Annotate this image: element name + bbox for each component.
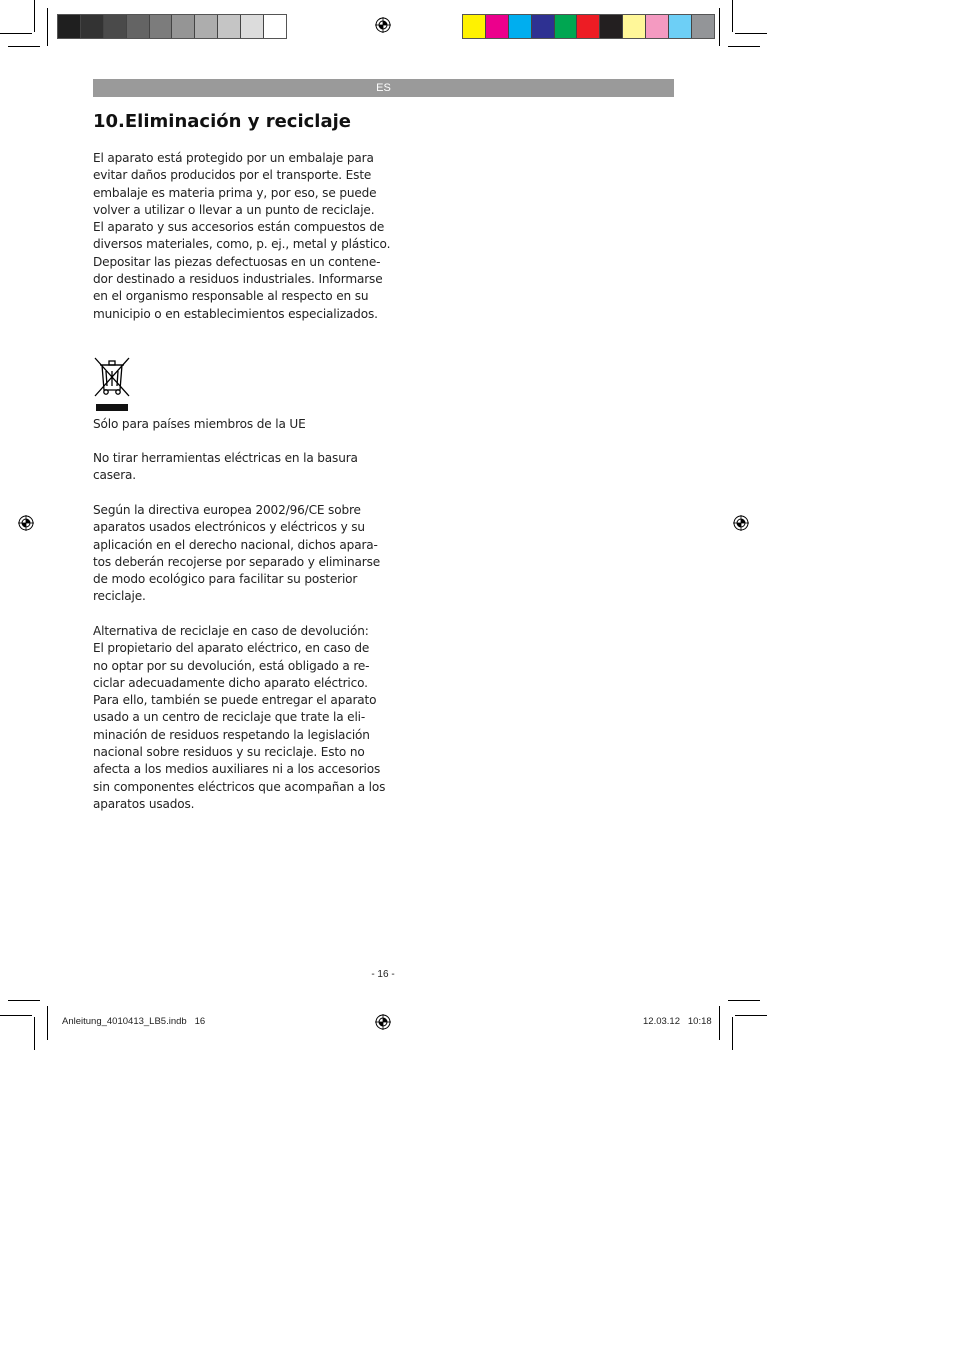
crop-mark (47, 1006, 48, 1040)
crop-mark (8, 1000, 40, 1001)
color-swatch (218, 15, 241, 38)
text-line: El aparato está protegido por un embalaje para (93, 151, 374, 165)
footer-timestamp: 12.03.12 10:18 (643, 1016, 712, 1027)
color-swatch (241, 15, 264, 38)
color-swatch (58, 15, 81, 38)
color-swatch (623, 15, 646, 38)
crop-mark (0, 33, 32, 34)
text-line: aparatos usados electrónicos y eléctricos y su (93, 520, 365, 535)
text-line: No tirar herramientas eléctricas en la basura (93, 451, 358, 465)
text-line: Alternativa de reciclaje en caso de devolución: (93, 624, 369, 638)
color-swatch-bar (462, 14, 715, 39)
color-swatch (81, 15, 104, 38)
color-swatch (509, 15, 532, 38)
directive-paragraph (93, 502, 383, 606)
text-line: casera. (93, 468, 136, 483)
crop-mark (47, 8, 48, 46)
text-line: evitar daños producidos por el transporte. Este (93, 168, 372, 183)
household-waste-paragraph (93, 450, 383, 485)
crop-mark (34, 1017, 35, 1050)
color-swatch (463, 15, 486, 38)
registration-mark-icon (733, 515, 749, 531)
crossed-out-wheelie-bin-icon (93, 356, 131, 413)
color-swatch (600, 15, 623, 38)
text-line: dor destinado a residuos industriales. Informarse (93, 272, 383, 287)
section-title: 10.Eliminación y reciclaje (93, 111, 351, 132)
text-line: no optar por su devolución, está obligado a re- (93, 658, 370, 673)
color-swatch (669, 15, 692, 38)
footer-file-name: Anleitung_4010413_LB5.indb 16 (62, 1016, 206, 1027)
crop-mark (732, 1017, 733, 1050)
text-line: usado a un centro de reciclaje que trate la eli- (93, 710, 366, 725)
color-swatch (127, 15, 150, 38)
text-line: aplicación en el derecho nacional, dichos apara- (93, 537, 378, 552)
crop-mark (728, 46, 760, 47)
crop-mark (735, 33, 767, 34)
color-swatch (577, 15, 600, 38)
color-swatch (195, 15, 218, 38)
color-swatch (104, 15, 127, 38)
eu-note (93, 416, 383, 433)
crop-mark (34, 0, 35, 32)
text-line: minación de residuos respetando la legislación (93, 727, 370, 742)
text-line: nacional sobre residuos y su reciclaje. Esto no (93, 745, 365, 760)
crop-mark (728, 1000, 760, 1001)
crop-mark (8, 46, 40, 47)
text-line: Para ello, también se puede entregar el aparato (93, 693, 377, 708)
text-line: volver a utilizar o llevar a un punto de reciclaje. (93, 202, 375, 217)
language-header-bar (93, 79, 674, 97)
color-swatch (172, 15, 195, 38)
text-line: afecta a los medios auxiliares ni a los accesorios (93, 762, 381, 777)
page-number: - 16 - (371, 969, 395, 980)
text-line: diversos materiales, como, p. ej., metal y plástico. (93, 237, 391, 252)
registration-mark-icon (375, 1014, 391, 1030)
crop-mark (735, 1015, 767, 1016)
packaging-paragraph (93, 150, 391, 323)
text-line: en el organismo responsable al respecto en su (93, 289, 369, 304)
eu-note-text: Sólo para países miembros de la UE (93, 417, 306, 431)
text-line: municipio o en establecimientos especializados. (93, 306, 378, 321)
text-line: tos deberán recojerse por separado y eliminarse (93, 554, 381, 569)
text-line: Depositar las piezas defectuosas en un contene- (93, 254, 381, 269)
color-swatch (532, 15, 555, 38)
text-line: El aparato y sus accesorios están compuestos de (93, 220, 385, 235)
text-line: reciclaje. (93, 589, 146, 604)
color-swatch (150, 15, 173, 38)
recycling-alternative-paragraph (93, 623, 386, 813)
text-line: aparatos usados. (93, 796, 195, 811)
registration-mark-icon (375, 17, 391, 33)
color-swatch (486, 15, 509, 38)
text-line: Según la directiva europea 2002/96/CE sobre (93, 503, 361, 517)
registration-mark-icon (18, 515, 34, 531)
gray-swatch-bar (57, 14, 287, 39)
crop-mark (0, 1015, 32, 1016)
crop-mark (732, 0, 733, 32)
color-swatch (264, 15, 286, 38)
text-line: El propietario del aparato eléctrico, en caso de (93, 641, 370, 656)
text-line: de modo ecológico para facilitar su posterior (93, 572, 358, 587)
crop-mark (719, 1006, 720, 1040)
text-line: ciclar adecuadamente dicho aparato eléctrico. (93, 675, 368, 690)
crop-mark (719, 8, 720, 46)
color-swatch (692, 15, 714, 38)
language-code: ES (376, 82, 391, 94)
text-line: sin componentes eléctricos que acompañan a los (93, 779, 386, 794)
text-line: embalaje es materia prima y, por eso, se puede (93, 185, 377, 200)
color-swatch (555, 15, 578, 38)
color-swatch (646, 15, 669, 38)
